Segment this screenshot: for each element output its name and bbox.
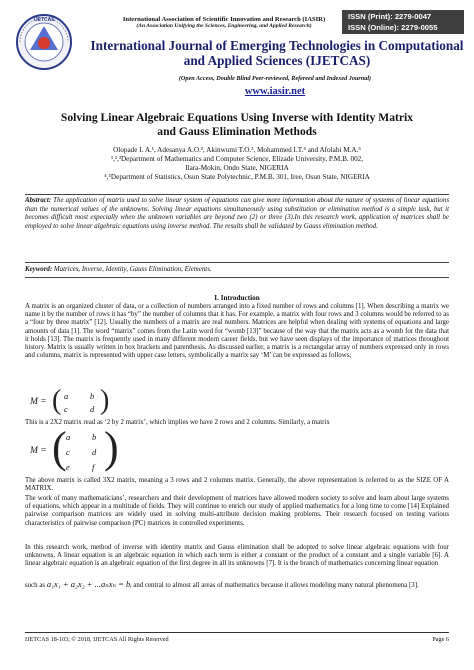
page-number: Page 6 bbox=[432, 636, 449, 643]
matrix-cell: d bbox=[92, 447, 97, 457]
journal-logo bbox=[14, 12, 74, 72]
abstract bbox=[25, 197, 449, 231]
abstract-label: Abstract: bbox=[25, 197, 52, 204]
association-subtitle: (An Association Unifying the Sciences, Engineering, and Applied Research) bbox=[136, 23, 312, 30]
section-heading: I. Introduction bbox=[214, 294, 260, 302]
divider bbox=[25, 262, 449, 263]
journal-title-line2: and Applied Sciences (IJETCAS) bbox=[183, 53, 371, 68]
formula-continuation: and central to almost all areas of mathematics because it allows modeling many natural phenomena [3]. bbox=[131, 582, 419, 589]
keywords bbox=[25, 266, 449, 275]
matrix-cell: e bbox=[66, 462, 70, 472]
journal-title bbox=[84, 38, 470, 68]
association-block bbox=[118, 16, 330, 31]
footer-divider bbox=[25, 632, 449, 633]
journal-title-line1: International Journal of Emerging Technologies in Computational bbox=[90, 38, 464, 53]
matrix-cell: c bbox=[64, 404, 68, 414]
issn-online: ISSN (Online): 2279-0055 bbox=[348, 23, 438, 32]
matrix-label: M = bbox=[30, 397, 47, 407]
matrix-cell: f bbox=[92, 462, 95, 472]
matrix-cell: c bbox=[66, 447, 70, 457]
issn-box bbox=[342, 10, 464, 34]
linear-equation-formula: a₁x₁ + a₂x₂ + ...aₙxₙ = bᵢ bbox=[46, 579, 132, 589]
association-name: International Association of Scientific Innovation and Research (IASIR) bbox=[122, 16, 326, 23]
right-paren: ) bbox=[100, 385, 110, 416]
matrix-cell: b bbox=[92, 432, 97, 442]
paper-title-line1: Solving Linear Algebraic Equations Using Inverse with Identity Matrix bbox=[60, 111, 414, 124]
affiliation-2: ⁴,⁵Department of Statistics, Osun State Polytechnic, P.M.B. 301, Iree, Osun State, NIGERIA bbox=[104, 173, 370, 181]
paper-title bbox=[40, 111, 434, 138]
author-block bbox=[30, 146, 444, 182]
matrix-2x2 bbox=[30, 385, 120, 417]
keywords-text: Matrices, Inverse, Identity, Gauss Elimination, Elements. bbox=[52, 266, 212, 273]
footer-copyright: IJETCAS 18-103; © 2018, IJETCAS All Rights Reserved bbox=[25, 636, 169, 643]
matrix-3x2 bbox=[30, 423, 130, 474]
divider bbox=[25, 194, 449, 195]
formula-lead-in: such as bbox=[25, 582, 47, 589]
after-matrix-text: This is a 2X2 matrix read as ‘2 by 2 matrix’, which implies we have 2 rows and 2 columns. Similarly, a matrix bbox=[25, 419, 330, 426]
matrix-cell: a bbox=[64, 391, 69, 401]
matrix-cell: b bbox=[90, 391, 95, 401]
author-names: Olopade I. A.¹, Adesanya A.O.², Akinwumi T.O.³, Mohammed I.T.⁴ and Afolabi M.A.⁵ bbox=[113, 146, 361, 154]
matrix-cell: a bbox=[66, 432, 71, 442]
abstract-text: The application of matrix used to solve linear system of equations can give more information about the nature of systems of linear equations than the numerical values of the unknowns. Solving linear equations simultaneously using substitution or elimination method is a simple task, but it becomes difficult most especially when the unknown variables are beyond two (2) or three (3).In this research work, application of matrices shall be employed to solve linear algebraic equations using inverse method. The results shall be validated by Gauss elimination method. bbox=[25, 197, 449, 230]
journal-tagline: (Open Access, Double Blind Peer-reviewed, Refereed and Indexed Journal) bbox=[178, 75, 372, 82]
intro-paragraph-3: The work of many mathematicians’, researchers and their development of matrices have allowed modern society to solve and learn about large systems of equations, which appear in a multitude of fields. They will continue to enrich our study of applied mathematics for a long time to come [14] Explained pairwise comparison matrices are widely used in solving multi-attribute decision making problems. Their research focused on testing various characteristics of pairwise comparison (PC) matrices in controlled experiments. bbox=[25, 495, 449, 527]
matrix-label: M = bbox=[30, 446, 47, 456]
journal-website-link[interactable]: www.iasir.net bbox=[244, 86, 306, 97]
matrix-cell: d bbox=[90, 404, 95, 414]
divider bbox=[25, 277, 449, 278]
keywords-label: Keyword: bbox=[25, 266, 53, 273]
issn-print: ISSN (Print): 2279-0047 bbox=[348, 12, 432, 21]
affiliation-1: ¹,²,³Department of Mathematics and Computer Science, Elizade University, P.M.B. 002, bbox=[110, 155, 364, 163]
logo-text: IJETCAS bbox=[33, 17, 55, 23]
intro-paragraph-4: In this research work, method of inverse with identity matrix and Gauss elimination shall be adopted to solve linear algebraic equations with four unknowns, A linear equation is an algebraic equation in which each term is either a constant or the product of a constant and a single variable [6]. A linear algebraic equation is an algebraic equation of the first degree in all its unknowns [7]. It is the branch of mathematics concerning linear equation bbox=[25, 544, 449, 568]
right-paren: ) bbox=[104, 423, 119, 472]
left-paren: ( bbox=[52, 423, 67, 472]
intro-paragraph-1: A matrix is an organized cluster of data, or a collection of numbers arranged into a fixed number of rows and columns [1]. When describing a matrix we name it by the number of rows it has “by” the number of columns that it has. For example, a matrix with four rows and 3 columns would be referred to as a “four by three matrix” [12]. Usually the numbers of a matrix are real numbers. Matrices are helpful when dealing with systems of equations and large amounts of data [1]. The word “matrix” comes from the Latin word for “womb [13]” because of the way that the matrix acts as a womb for the data that it holds [13]. The matrix is frequently used in many different modern career fields, but we have seen displays of the importance of matrices throughout history. Matrix is usually written in box brackets and parenthesis. As discussed earlier, a matrix is a rectangular array of numbers expressed only in rows and columns, matrix is represented with upper case letters, symbolically a matrix say ‘M’ can be expressed as follows; bbox=[25, 303, 449, 360]
intro-paragraph-5 bbox=[25, 579, 449, 591]
paper-title-line2: and Gauss Elimination Methods bbox=[157, 124, 317, 138]
intro-paragraph-2: The above matrix is called 3X2 matrix, meaning a 3 rows and 2 columns matrix. Generally, the above representation is referred to as the SIZE OF A MATRIX. bbox=[25, 477, 449, 493]
left-paren: ( bbox=[52, 385, 62, 416]
affiliation-1-location: Ilara-Mokin, Ondo State, NIGERIA bbox=[185, 164, 289, 172]
